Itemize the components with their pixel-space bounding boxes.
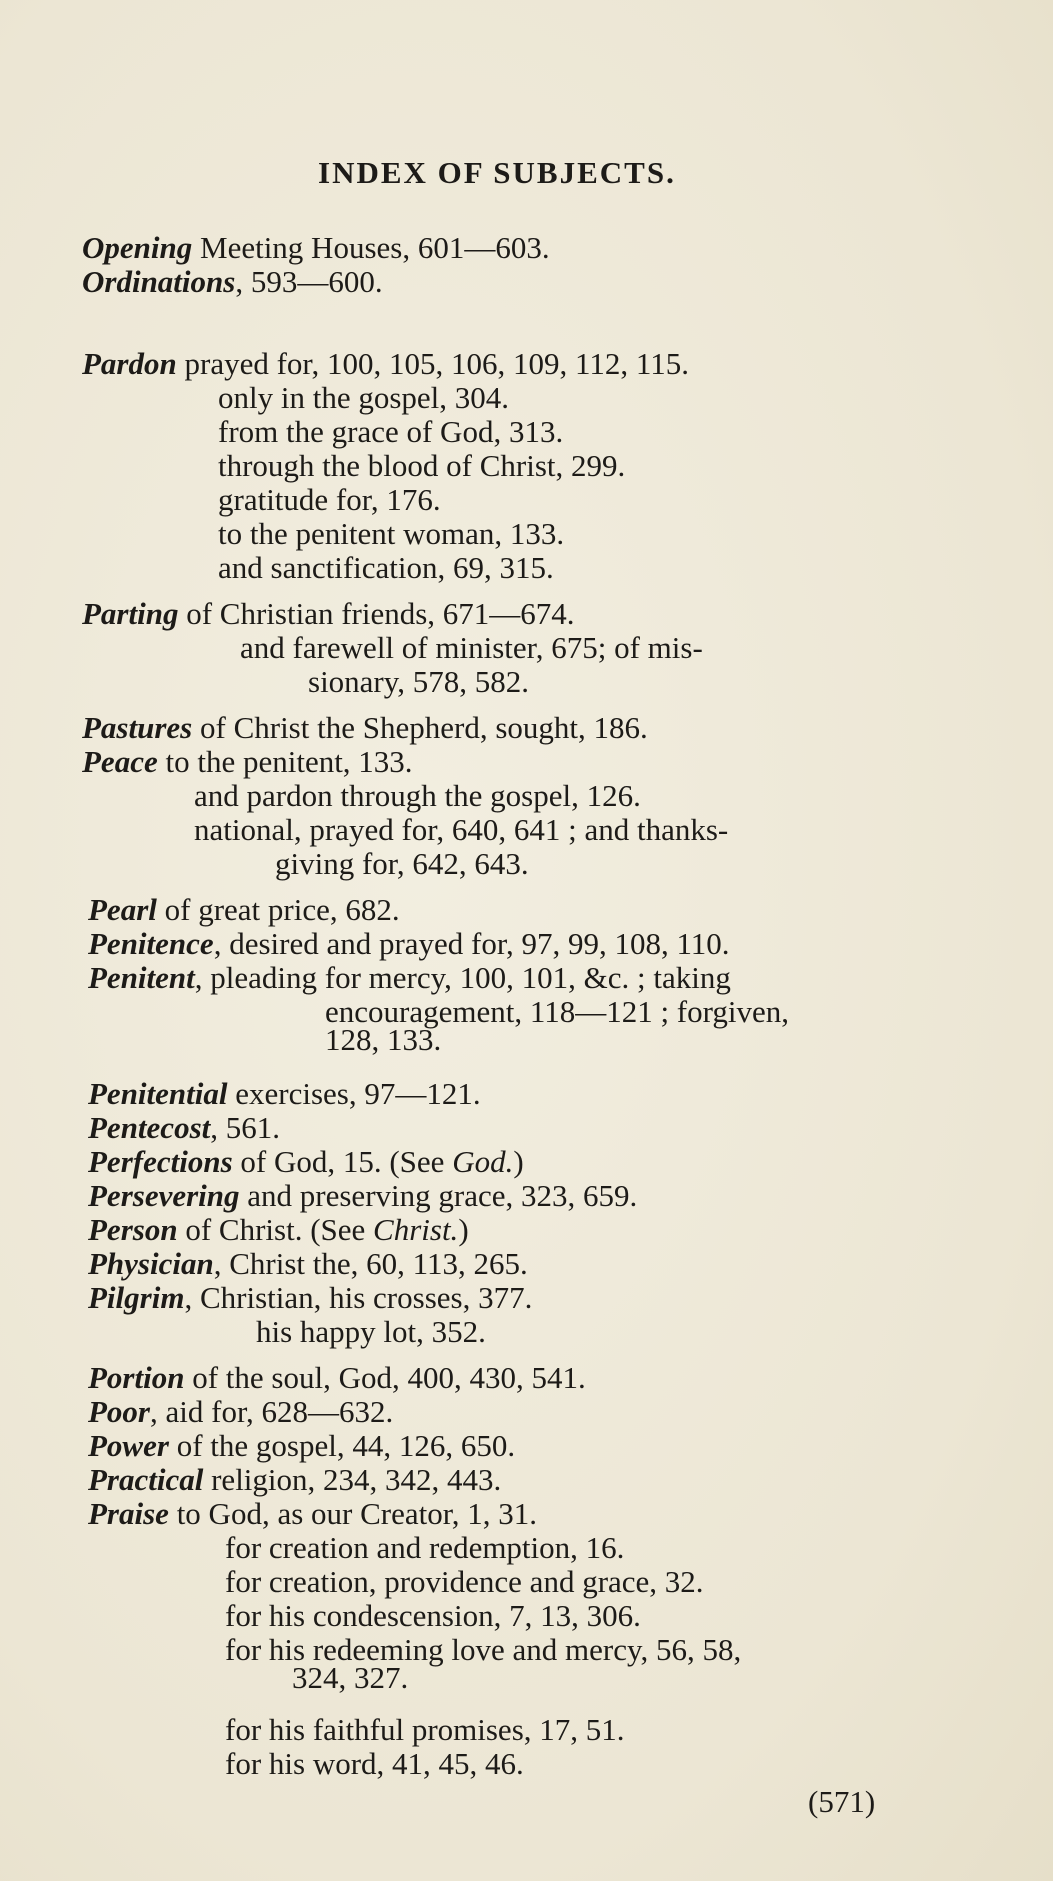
entry-keyword: Ordinations	[82, 264, 236, 299]
entry-text: , aid for, 628—632.	[150, 1394, 394, 1429]
entry-text: , Christian, his crosses, 377.	[184, 1280, 533, 1315]
entry-keyword: Praise	[88, 1496, 169, 1531]
index-subentry: for his word, 41, 45, 46.	[225, 1746, 524, 1781]
index-subentry: sionary, 578, 582.	[308, 664, 529, 699]
entry-keyword: Perfections	[88, 1144, 233, 1179]
entry-text: )	[513, 1144, 524, 1179]
entry-text: , 561.	[210, 1110, 280, 1145]
entry-text: prayed for, 100, 105, 106, 109, 112, 115.	[176, 346, 689, 381]
index-entry	[88, 1496, 537, 1532]
index-subentry: gratitude for, 176.	[218, 482, 441, 517]
index-entry	[88, 892, 400, 928]
index-entry	[88, 1462, 501, 1498]
index-entry	[88, 1394, 393, 1430]
entry-text: of great price, 682.	[156, 892, 400, 927]
entry-text: , desired and prayed for, 97, 99, 108, 110.	[213, 926, 730, 961]
entry-text: to the penitent, 133.	[157, 744, 413, 779]
entry-keyword: Opening	[82, 230, 193, 265]
entry-keyword: Power	[88, 1428, 169, 1463]
index-entry	[88, 1280, 532, 1316]
index-subentry: for his faithful promises, 17, 51.	[225, 1712, 625, 1747]
entry-keyword: Peace	[82, 744, 158, 779]
index-entry	[88, 1212, 469, 1248]
index-subentry: only in the gospel, 304.	[218, 380, 510, 415]
index-entry	[82, 264, 383, 300]
entry-keyword: Pentecost	[88, 1110, 211, 1145]
entry-text: of Christ. (See	[177, 1212, 374, 1247]
index-subentry: encouragement, 118—121 ; forgiven,	[325, 994, 790, 1029]
entry-keyword: Portion	[88, 1360, 185, 1395]
entry-keyword: Pastures	[82, 710, 193, 745]
entry-text: of the gospel, 44, 126, 650.	[168, 1428, 516, 1463]
index-entry	[82, 744, 413, 780]
page-title: INDEX OF SUBJECTS.	[318, 155, 676, 190]
entry-text: and preserving grace, 323, 659.	[239, 1178, 638, 1213]
index-subentry: and farewell of minister, 675; of mis-	[240, 630, 703, 665]
entry-text: of the soul, God, 400, 430, 541.	[184, 1360, 586, 1395]
index-subentry: his happy lot, 352.	[256, 1314, 486, 1349]
index-entry	[88, 1076, 481, 1112]
index-subentry: to the penitent woman, 133.	[218, 516, 565, 551]
entry-text: religion, 234, 342, 443.	[203, 1462, 502, 1497]
entry-text: to God, as our Creator, 1, 31.	[168, 1496, 538, 1531]
index-entry	[88, 1178, 637, 1214]
index-subentry: and pardon through the gospel, 126.	[194, 778, 641, 813]
index-entry	[88, 1360, 586, 1396]
index-subentry: for creation, providence and grace, 32.	[225, 1564, 704, 1599]
entry-keyword: Penitent	[88, 960, 195, 995]
entry-keyword: Physician	[88, 1246, 214, 1281]
index-entry	[88, 960, 731, 996]
entry-keyword: Pilgrim	[88, 1280, 185, 1315]
page-number: (571)	[808, 1784, 876, 1819]
entry-keyword: Person	[88, 1212, 178, 1247]
index-entry	[88, 1110, 280, 1146]
entry-keyword: Penitential	[88, 1076, 228, 1111]
see-reference: Christ.	[373, 1212, 459, 1247]
entry-text: )	[458, 1212, 469, 1247]
entry-text: , Christ the, 60, 113, 265.	[213, 1246, 528, 1281]
entry-keyword: Penitence	[88, 926, 214, 961]
index-subentry: 128, 133.	[325, 1022, 442, 1057]
index-entry	[82, 230, 550, 266]
index-subentry: through the blood of Christ, 299.	[218, 448, 626, 483]
entry-keyword: Poor	[88, 1394, 150, 1429]
entry-keyword: Parting	[82, 596, 179, 631]
index-subentry: for creation and redemption, 16.	[225, 1530, 625, 1565]
see-reference: God.	[452, 1144, 514, 1179]
index-subentry: giving for, 642, 643.	[275, 846, 529, 881]
index-entry	[88, 1144, 524, 1180]
index-entry	[88, 1246, 528, 1282]
entry-text: , pleading for mercy, 100, 101, &c. ; taking	[194, 960, 731, 995]
index-subentry: from the grace of God, 313.	[218, 414, 564, 449]
index-subentry: for his condescension, 7, 13, 306.	[225, 1598, 641, 1633]
entry-text: of Christ the Shepherd, sought, 186.	[192, 710, 648, 745]
entry-text: exercises, 97—121.	[227, 1076, 481, 1111]
index-subentry: 324, 327.	[292, 1660, 409, 1695]
entry-keyword: Pearl	[88, 892, 157, 927]
entry-text: of Christian friends, 671—674.	[178, 596, 575, 631]
index-entry	[82, 596, 575, 632]
entry-keyword: Practical	[88, 1462, 204, 1497]
index-entry	[82, 346, 689, 382]
entry-text: , 593—600.	[235, 264, 383, 299]
index-entry	[88, 926, 730, 962]
index-subentry: national, prayed for, 640, 641 ; and thanks-	[194, 812, 729, 847]
index-subentry: for his redeeming love and mercy, 56, 58,	[225, 1632, 742, 1667]
index-entry	[88, 1428, 515, 1464]
index-subentry: and sanctification, 69, 315.	[218, 550, 554, 585]
entry-text: of God, 15. (See	[232, 1144, 453, 1179]
entry-keyword: Persevering	[88, 1178, 240, 1213]
index-entry	[82, 710, 648, 746]
entry-text: Meeting Houses, 601—603.	[192, 230, 550, 265]
entry-keyword: Pardon	[82, 346, 177, 381]
